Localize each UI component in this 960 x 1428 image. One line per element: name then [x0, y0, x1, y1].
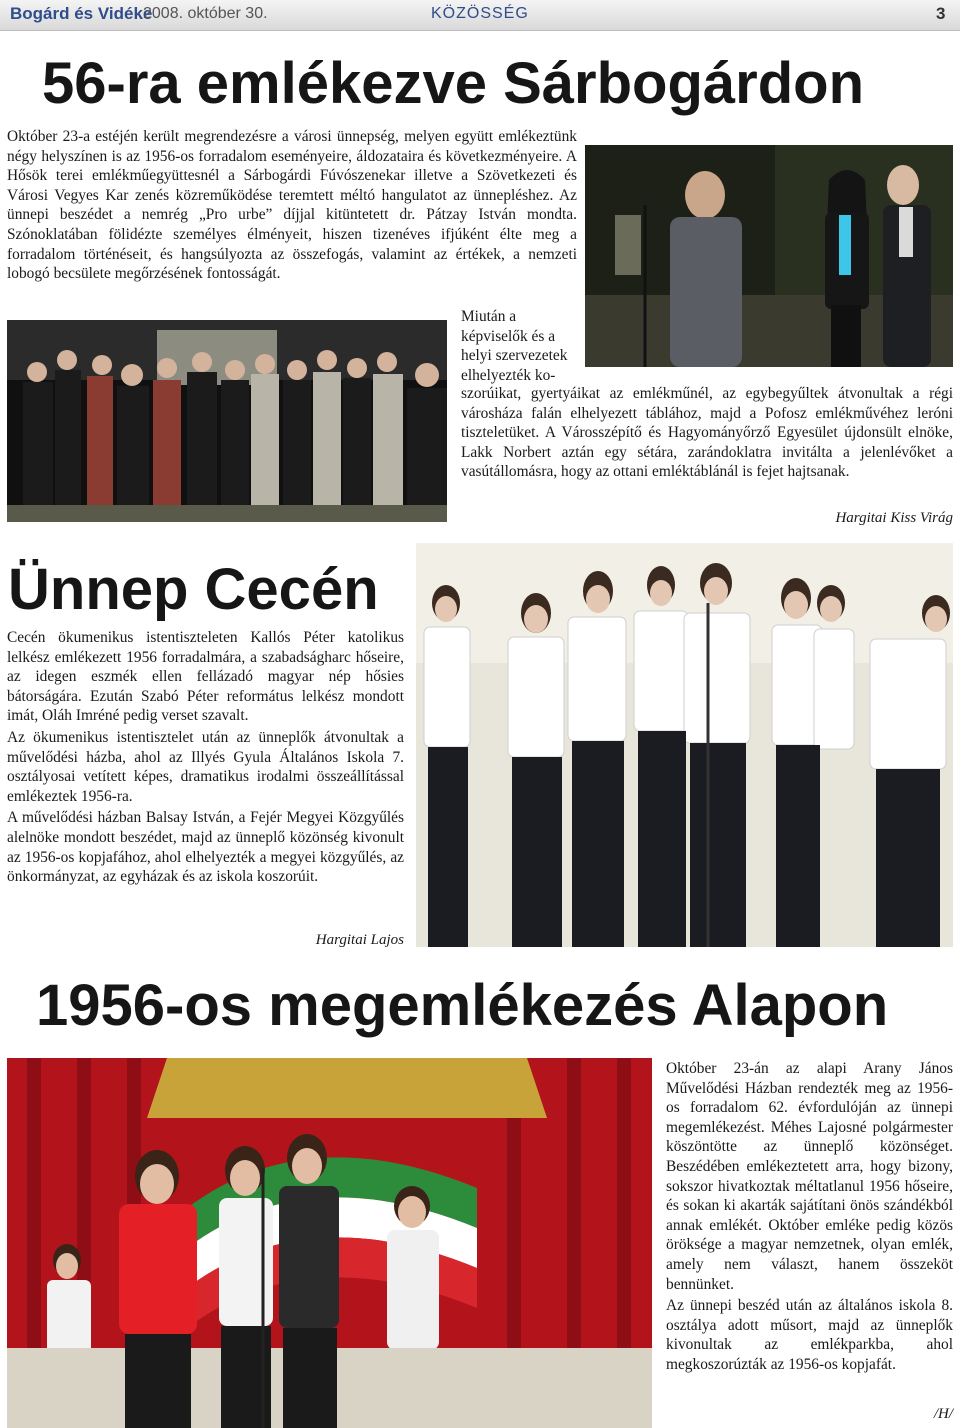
article1-wrap-wide: [461, 384, 953, 484]
issue-date: 2008. október 30.: [143, 5, 268, 22]
photo-choir-performing: [7, 320, 447, 522]
article3-headline: 1956-os megemlékezés Alapon: [36, 973, 889, 1038]
performance-photo-illustration: [7, 1058, 652, 1428]
section-name: KÖZÖSSÉG: [431, 5, 529, 22]
photo-speakers-at-memorial: [585, 145, 953, 367]
choir-photo-illustration: [7, 320, 447, 522]
article3-paragraph: Az ünnepi beszéd után az általános iskola 8. osztálya adott műsort, majd az ünneplők kivonultak az emlékparkba, ahol megkoszorúzták az 1956-os kopjafát.: [666, 1297, 953, 1373]
article2-paragraph: Az ökumenikus istentisztelet után az ünneplők átvonultak a művelődési házba, ahol az Illyés Gyula Általános Iskola 7. osztályosai vetített képes, dramatikus irodalmi összeállítással emlékeztek 1956-ra.: [7, 728, 404, 805]
page-number: 3: [936, 4, 946, 23]
article2-headline: Ünnep Cecén: [8, 557, 379, 622]
publication-name: Bogárd és Vidéke: [10, 4, 153, 23]
article1-author: Hargitai Kiss Virág: [835, 510, 953, 526]
speakers-photo-illustration: [585, 145, 953, 367]
photo-students-on-stage: [416, 543, 953, 947]
article2-author: Hargitai Lajos: [315, 932, 404, 948]
article1-headline: 56-ra emlékezve Sárbogárdon: [42, 51, 865, 116]
article1-paragraph: Miután a képviselők és a helyi szervezetek elhelyezték ko-: [461, 308, 568, 384]
article1-paragraph: Október 23-a estéjén került megrendezésre a városi ünnepség, melyen együtt emlékeztünk négy helyszínen is az 1956-os forradalom eseményeire, áldozataira és következményeire. A Hősök terei emlékműegyüttesnél a Sárbogárdi Fúvószenekar illetve a Szövetkezeti és Városi Vegyes Kar zenés közreműködése teremtett méltó hangulatot az ünnepléshez. Az ünnepi beszédet a nemrég „Pro urbe” díjjal kitüntetett dr. Pátzay István mondta. Szónoklatában fölidézte személyes élményeit, hiszen tizenéves ifjúként élte meg a forradalom történéseit, és hangsúlyozta az összefogás, valamint az értékek, a nemzeti lobogó becsülete megőrzésének fontosságát.: [7, 128, 577, 283]
article2-paragraph: A művelődési házban Balsay István, a Fejér Megyei Közgyűlés alelnöke mondott beszédet, majd az ünneplő közönség kivonult az 1956-os kopjafához, ahol elhelyezték a megyei közgyűlés, az önkormányzat, az egyházak és az iskola koszorúit.: [7, 809, 404, 886]
photo-school-performance: [7, 1058, 652, 1428]
article1-body: [7, 127, 577, 286]
article1-paragraph: szorúikat, gyertyáikat az emlékműnél, az egybegyűltek átvonultak a régi városháza falán elhelyezett táblához, majd a Pofosz emlékművéhez leróni tiszteletüket. A Városszépítő és Hagyományőrző Egyesület újdonsült elnöke, Lakk Norbert aztán egy sétára, zarándoklatra invitálta a jelenlévőket a vasútállomásra, hogy az ottani emléktáblánál is fejet hajtsanak.: [461, 385, 953, 481]
students-photo-illustration: [416, 543, 953, 947]
article2-paragraph: Cecén ökumenikus istentiszteleten Kallós Péter katolikus lelkész emlékezett 1956 forradalmára, a szabadságharc hőseire, az idegen eszmék ellen fellázadó magyar nép hősies bátorságára. Ezután Szabó Péter református lelkész mondott imát, Oláh Imréné pedig verset szavalt.: [7, 629, 404, 725]
article3-author: /H/: [933, 1406, 953, 1422]
article1-wrap-narrow: [461, 307, 577, 387]
article2-body: [7, 628, 404, 889]
article3-paragraph: Október 23-án az alapi Arany János Művelődési Házban rendezték meg az 1956-os forradalom 62. évfordulóján az ünnepi megemlékezést. Méhes Lajosné polgármester köszöntötte az ünneplő közönséget. Beszédében emlékeztetett arra, hogy bizony, sokszor hivatkoztak méltatlanul 1956 hőseire, és sokan ki akarták sajátítani önös szándékból annak emlékét. Október emléke pedig közös öröksége a magyar nemzetnek, olyan emlék, amely nem választ, hanem összeköt bennünket.: [666, 1060, 953, 1293]
article3-body: [666, 1059, 953, 1377]
